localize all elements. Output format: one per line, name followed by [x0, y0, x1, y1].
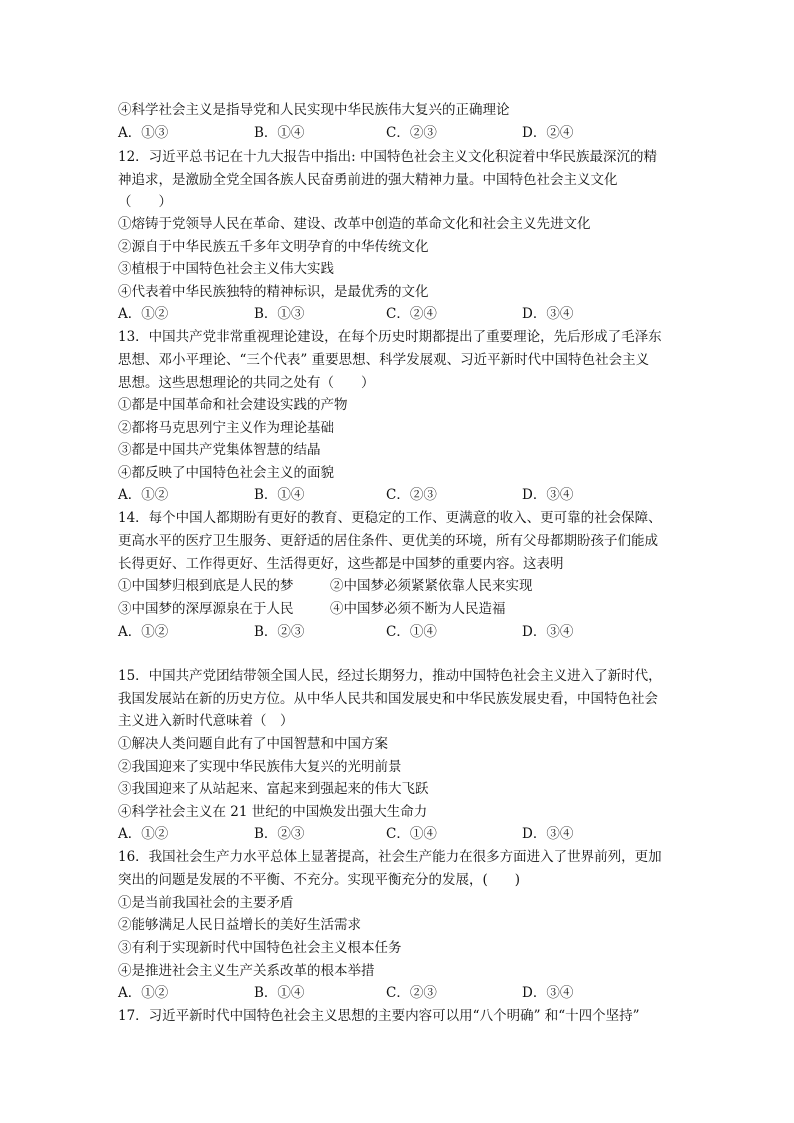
option-d: D．③④ — [522, 624, 574, 640]
q15-stem-line-1: 15．中国共产党团结带领全国人民，经过长期努力，推动中国特色社会主义进入了新时代， — [118, 668, 662, 684]
option-c: C．②③ — [386, 487, 437, 503]
q12-stem-line-1: 12．习近平总书记在十九大报告中指出: 中国特色社会主义文化积淀着中华民族最深沉的精 — [118, 149, 658, 165]
option-d: D．③④ — [522, 985, 574, 1001]
option-d: D．②④ — [522, 125, 574, 141]
q13-options — [118, 485, 678, 505]
q16-statement-2: ②能够满足人民日益增长的美好生活需求 — [118, 917, 361, 933]
option-c: C．②③ — [386, 125, 437, 141]
q14-statement-1: ①中国梦归根到底是人民的梦 — [118, 578, 294, 594]
q13-statement-3: ③都是中国共产党集体智慧的结晶 — [118, 442, 321, 458]
q15-options — [118, 824, 678, 844]
q14-statement-2: ②中国梦必须紧紧依靠人民来实现 — [330, 578, 533, 594]
option-b: B．②③ — [254, 624, 305, 640]
q12-answer-blank: （ ） — [118, 194, 172, 210]
q14-statement-4: ④中国梦必须不断为人民造福 — [330, 601, 506, 617]
option-a: A．①③ — [118, 125, 169, 141]
q15-stem-line-2: 我国发展站在新的历史方位。从中华人民共和国发展史和中华民族发展史看，中国特色社会 — [118, 691, 658, 707]
option-b: B．①③ — [254, 306, 305, 322]
q12-statement-1: ①熔铸于党领导人民在革命、建设、改革中创造的革命文化和社会主义先进文化 — [118, 216, 591, 232]
option-c: C．①④ — [386, 826, 437, 842]
option-c: C．②③ — [386, 985, 437, 1001]
q11-options — [118, 123, 678, 143]
q14-stem-line-1: 14．每个中国人都期盼有更好的教育、更稳定的工作、更满意的收入、更可靠的社会保障、 — [118, 510, 662, 526]
option-b: B．①④ — [254, 487, 305, 503]
option-d: D．③④ — [522, 826, 574, 842]
q12-options — [118, 304, 678, 324]
q16-statement-1: ①是当前我国社会的主要矛盾 — [118, 895, 294, 911]
q14-stem-line-2: 更高水平的医疗卫生服务、更舒适的居住条件、更优美的环境，所有父母都期盼孩子们能成 — [118, 533, 658, 549]
q14-statement-3: ③中国梦的深厚源泉在于人民 — [118, 601, 294, 617]
option-a: A．①② — [118, 624, 169, 640]
option-a: A．①② — [118, 826, 169, 842]
q14-statements-row-2 — [118, 599, 678, 619]
q13-statement-4: ④都反映了中国特色社会主义的面貌 — [118, 465, 334, 481]
q13-stem-line-3: 思想。这些思想理论的共同之处有（ ） — [118, 375, 375, 391]
q12-statement-2: ②源自于中华民族五千多年文明孕育的中华传统文化 — [118, 239, 429, 255]
q12-stem-line-2: 神追求，是激励全党全国各族人民奋勇前进的强大精神力量。中国特色社会主义文化 — [118, 172, 618, 188]
q13-statement-1: ①都是中国革命和社会建设实践的产物 — [118, 397, 348, 413]
q16-statement-4: ④是推进社会主义生产关系改革的根本举措 — [118, 963, 375, 979]
q17-stem-line-1: 17．习近平新时代中国特色社会主义思想的主要内容可以用“八个明确” 和“十四个坚持” — [118, 1008, 640, 1024]
option-d: D．③④ — [522, 306, 574, 322]
option-a: A．①② — [118, 985, 169, 1001]
q15-statement-4: ④科学社会主义在 21 世纪的中国焕发出强大生命力 — [118, 804, 428, 820]
option-a: A．①② — [118, 487, 169, 503]
option-b: B．①④ — [254, 125, 305, 141]
q16-statement-3: ③有利于实现新时代中国特色社会主义根本任务 — [118, 940, 402, 956]
q15-statement-2: ②我国迎来了实现中华民族伟大复兴的光明前景 — [118, 759, 402, 775]
q14-statements-row-1 — [118, 576, 678, 596]
q16-stem-line-2: 突出的问题是发展的不平衡、不充分。实现平衡充分的发展，( ) — [118, 872, 521, 888]
q12-statement-4: ④代表着中华民族独特的精神标识，是最优秀的文化 — [118, 284, 429, 300]
option-c: C．②④ — [386, 306, 437, 322]
q13-stem-line-1: 13．中国共产党非常重视理论建设，在每个历史时期都提出了重要理论，先后形成了毛泽东 — [118, 329, 662, 345]
q15-stem-line-3: 主义进入新时代意味着（ ） — [118, 713, 294, 729]
option-b: B．②③ — [254, 826, 305, 842]
q15-statement-3: ③我国迎来了从站起来、富起来到强起来的伟大飞跃 — [118, 781, 429, 797]
q14-options — [118, 622, 678, 642]
q11-statement-4: ④科学社会主义是指导党和人民实现中华民族伟大复兴的正确理论 — [118, 102, 510, 118]
q16-stem-line-1: 16．我国社会生产力水平总体上显著提高，社会生产能力在很多方面进入了世界前列，更加 — [118, 849, 662, 865]
q14-stem-line-3: 长得更好、工作得更好、生活得更好，这些都是中国梦的重要内容。这表明 — [118, 556, 564, 572]
option-c: C．①④ — [386, 624, 437, 640]
q13-stem-line-2: 思想、邓小平理论、“三个代表” 重要思想、科学发展观、习近平新时代中国特色社会主义 — [118, 352, 650, 368]
option-a: A．①② — [118, 306, 169, 322]
option-b: B．①④ — [254, 985, 305, 1001]
q13-statement-2: ②都将马克思列宁主义作为理论基础 — [118, 420, 334, 436]
q16-options — [118, 983, 678, 1003]
q15-statement-1: ①解决人类问题自此有了中国智慧和中国方案 — [118, 736, 388, 752]
q12-statement-3: ③植根于中国特色社会主义伟大实践 — [118, 261, 334, 277]
option-d: D．③④ — [522, 487, 574, 503]
